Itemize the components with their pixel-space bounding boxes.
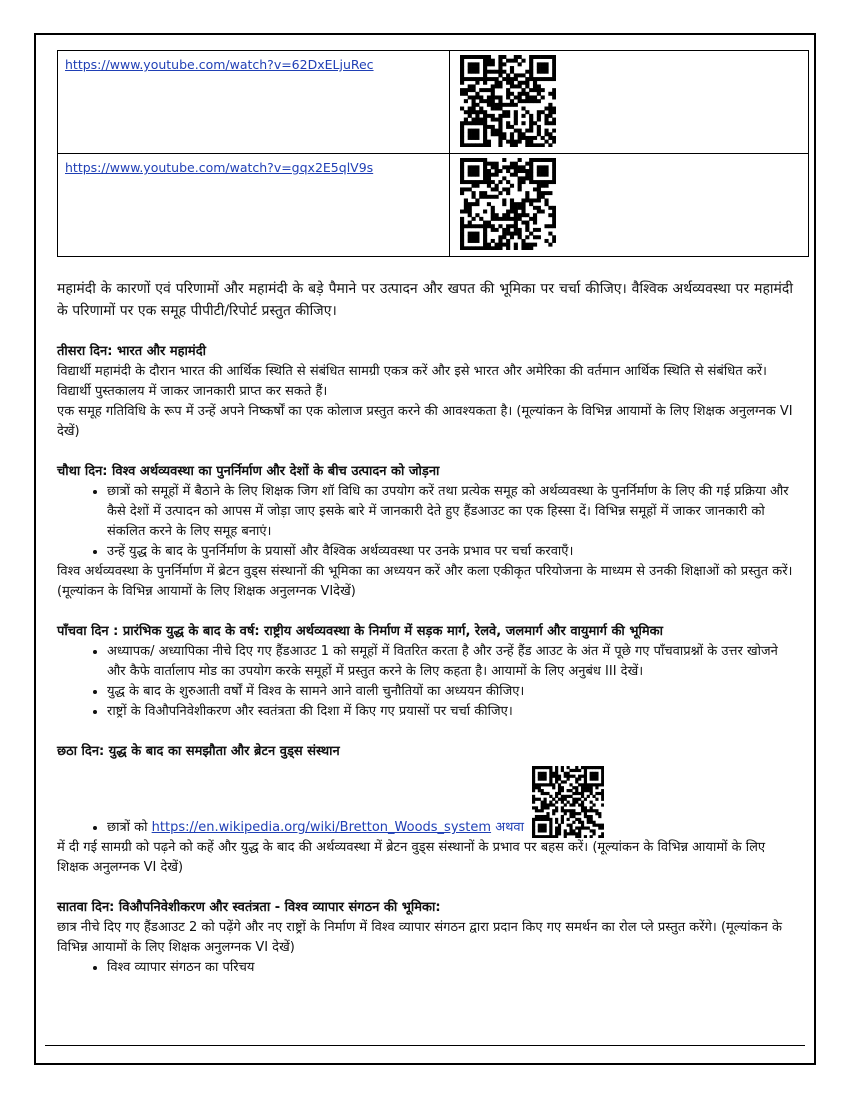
day5-list bbox=[57, 642, 793, 722]
list-item: • विश्व व्यापार संगठन का परिचय bbox=[107, 958, 793, 978]
qr-code-icon bbox=[460, 158, 556, 250]
day6-list bbox=[57, 766, 793, 838]
youtube-link-1[interactable]: https://www.youtube.com/watch?v=62DxELjuRec bbox=[65, 57, 374, 72]
day4-list bbox=[57, 482, 793, 562]
day3-paragraph-1: विद्यार्थी महामंदी के दौरान भारत की आर्थिक स्थिति से संबंधित सामग्री एकत्र करें और इसे भारत और अमेरिका की वर्तमान आर्थिक स्थिति से संबंधित करें। विद्यार्थी पुस्तकालय में जाकर जानकारी प्राप्त कर सकते हैं। bbox=[57, 364, 767, 399]
lesson-content bbox=[57, 278, 793, 978]
qr-code-icon bbox=[532, 766, 604, 838]
bullet-prefix: छात्रों को bbox=[107, 820, 152, 835]
list-item: • अध्यापक/ अध्यापिका नीचे दिए गए हैंडआउट 1 को समूहों में वितरित करता है और उन्हें हैंड आउट के अंत में पूछे गए पाँचवाप्रश्नों के उत्तर खोजने और कैफे वार्तालाप मोड का उपयोग करके समूहों में प्रस्तुत करने के लिए कहता है। आयामों के लिए अनुबंध III देखें। bbox=[107, 642, 793, 682]
intro-paragraph: महामंदी के कारणों एवं परिणामों और महामंदी के बड़े पैमाने पर उत्पादन और खपत की भूमिका पर चर्चा कीजिए। वैश्विक अर्थव्यवस्था पर महामंदी के परिणामों पर एक समूह पीपीटी/रिपोर्ट प्रस्तुत कीजिए। bbox=[57, 281, 793, 319]
list-item: • उन्हें युद्ध के बाद के पुनर्निर्माण के प्रयासों और वैश्विक अर्थव्यवस्था पर उनके प्रभाव पर चर्चा करवाएँ। bbox=[107, 542, 793, 562]
url-cell bbox=[58, 51, 450, 154]
list-item: • राष्ट्रों के विऔपनिवेशीकरण और स्वतंत्रता की दिशा में किए गए प्रयासों पर चर्चा कीजिए। bbox=[107, 702, 793, 722]
video-links-table bbox=[57, 50, 809, 257]
youtube-link-2[interactable]: https://www.youtube.com/watch?v=gqx2E5qlV9s bbox=[65, 160, 374, 175]
day4-heading: चौथा दिन: विश्व अर्थव्यवस्था का पुनर्निर्माण और देशों के बीच उत्पादन को जोड़ना bbox=[57, 464, 440, 479]
list-item bbox=[107, 766, 793, 838]
day6-heading: छठा दिन: युद्ध के बाद का समझौता और ब्रेटन वुड्स संस्थान bbox=[57, 744, 340, 759]
wikipedia-link[interactable]: https://en.wikipedia.org/wiki/Bretton_Woods_system bbox=[151, 820, 492, 835]
table-row bbox=[58, 51, 809, 154]
qr-cell bbox=[450, 51, 809, 154]
url-cell bbox=[58, 154, 450, 257]
day4-paragraph: विश्व अर्थव्यवस्था के पुनर्निर्माण में ब्रेटन वुड्स संस्थानों की भूमिका का अध्ययन करें और कला एकीकृत परियोजना के माध्यम से उनकी शिक्षाओं को प्रस्तुत करें। (मूल्यांकन के विभिन्न आयामों के लिए शिक्षक अनुलग्नक VIदेखें) bbox=[57, 564, 793, 599]
bullet-suffix: अथवा bbox=[491, 820, 525, 835]
qr-code-icon bbox=[460, 55, 556, 147]
day3-paragraph-2: एक समूह गतिविधि के रूप में उन्हें अपने निष्कर्षों का एक कोलाज प्रस्तुत करने की आवश्यकता है। (मूल्यांकन के विभिन्न आयामों के लिए शिक्षक अनुलग्नक VI देखें) bbox=[57, 404, 793, 439]
day6-paragraph: में दी गई सामग्री को पढ़ने को कहें और युद्ध के बाद की अर्थव्यवस्था में ब्रेटन वुड्स संस्थानों के प्रभाव पर बहस करें। (मूल्यांकन के विभिन्न आयामों के लिए शिक्षक अनुलग्नक VI देखें) bbox=[57, 840, 766, 875]
day5-heading: पाँचवा दिन : प्रारंभिक युद्ध के बाद के वर्ष: राष्ट्रीय अर्थव्यवस्था के निर्माण में सड़क मार्ग, रेलवे, जलमार्ग और वायुमार्ग की भूमिका bbox=[57, 624, 663, 639]
day7-paragraph: छात्र नीचे दिए गए हैंडआउट 2 को पढ़ेंगे और नए राष्ट्रों के निर्माण में विश्व व्यापार संगठन द्वारा प्रदान किए गए समर्थन का रोल प्ले प्रस्तुत करेंगे। (मूल्यांकन के विभिन्न आयामों के लिए शिक्षक अनुलग्नक VI देखें) bbox=[57, 920, 782, 955]
bottom-rule bbox=[45, 1045, 805, 1046]
day7-list bbox=[57, 958, 793, 978]
table-row bbox=[58, 154, 809, 257]
day3-heading: तीसरा दिन: भारत और महामंदी bbox=[57, 344, 206, 359]
qr-cell bbox=[450, 154, 809, 257]
list-item: • युद्ध के बाद के शुरुआती वर्षों में विश्व के सामने आने वाली चुनौतियों का अध्ययन कीजिए। bbox=[107, 682, 793, 702]
list-item: • छात्रों को समूहों में बैठाने के लिए शिक्षक जिग शॉ विधि का उपयोग करें तथा प्रत्येक समूह को अर्थव्यवस्था के पुनर्निर्माण के लिए की गई प्रक्रिया और कैसे देशों में उत्पादन को आपस में जोड़ा जाए इसके बारे में जानकारी देते हुए हैंडआउट का एक हिस्सा दें। विभिन्न समूहों में जाकर जानकारी को संकलित करने के लिए समूह बनाएं। bbox=[107, 482, 793, 542]
day7-heading: सातवा दिन: विऔपनिवेशीकरण और स्वतंत्रता - विश्व व्यापार संगठन की भूमिका: bbox=[57, 900, 441, 915]
